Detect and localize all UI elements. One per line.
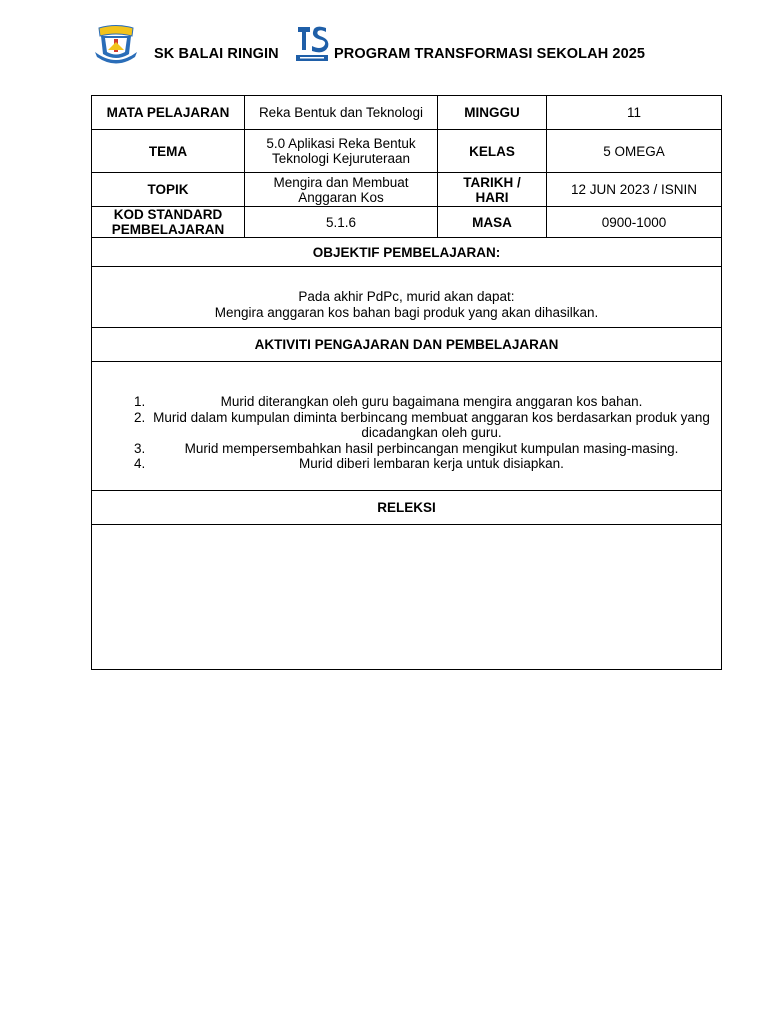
row-tema bbox=[92, 130, 722, 173]
kod-standard-label: KOD STANDARD PEMBELAJARAN bbox=[92, 207, 245, 238]
row-refleksi-body bbox=[92, 525, 722, 670]
mata-pelajaran-label: MATA PELAJARAN bbox=[92, 96, 245, 130]
masa-value: 0900-1000 bbox=[547, 207, 722, 238]
aktiviti-heading: AKTIVITI PENGAJARAN DAN PEMBELAJARAN bbox=[92, 328, 722, 362]
objektif-body bbox=[96, 274, 717, 321]
row-refleksi-heading bbox=[92, 491, 722, 525]
row-kod-standard bbox=[92, 207, 722, 238]
tema-label: TEMA bbox=[92, 130, 245, 173]
topik-label: TOPIK bbox=[92, 173, 245, 207]
objektif-body-cell bbox=[92, 267, 722, 328]
tarikh-label: TARIKH / HARI bbox=[438, 173, 547, 207]
aktiviti-item: 1. Murid diterangkan oleh guru bagaimana mengira anggaran kos bahan. bbox=[149, 394, 710, 410]
tarikh-value: 12 JUN 2023 / ISNIN bbox=[547, 173, 722, 207]
masa-label: MASA bbox=[438, 207, 547, 238]
row-aktiviti-body bbox=[92, 362, 722, 491]
page-header bbox=[0, 24, 768, 68]
topik-value: Mengira dan Membuat Anggaran Kos bbox=[245, 173, 438, 207]
aktiviti-body bbox=[96, 380, 717, 472]
tema-value: 5.0 Aplikasi Reka Bentuk Teknologi Kejuruteraan bbox=[245, 130, 438, 173]
mata-pelajaran-value: Reka Bentuk dan Teknologi bbox=[245, 96, 438, 130]
aktiviti-body-cell bbox=[92, 362, 722, 491]
lesson-plan-table bbox=[91, 95, 722, 670]
objektif-intro: Pada akhir PdPc, murid akan dapat: bbox=[298, 288, 515, 304]
kelas-value: 5 OMEGA bbox=[547, 130, 722, 173]
row-mata-pelajaran bbox=[92, 96, 722, 130]
school-crest-icon bbox=[93, 24, 139, 66]
aktiviti-item: 3. Murid mempersembahkan hasil perbincangan mengikut kumpulan masing-masing. bbox=[149, 441, 710, 457]
refleksi-heading: RELEKSI bbox=[92, 491, 722, 525]
aktiviti-list bbox=[103, 394, 710, 472]
program-name: PROGRAM TRANSFORMASI SEKOLAH 2025 bbox=[334, 46, 646, 62]
kod-standard-value: 5.1.6 bbox=[245, 207, 438, 238]
minggu-value: 11 bbox=[547, 96, 722, 130]
refleksi-body[interactable] bbox=[92, 525, 722, 670]
aktiviti-item: 2. Murid dalam kumpulan diminta berbincang membuat anggaran kos berdasarkan produk yang dicadangkan oleh guru. bbox=[149, 410, 710, 441]
objektif-statement: Mengira anggaran kos bahan bagi produk yang akan dihasilkan. bbox=[214, 304, 599, 320]
school-name: SK BALAI RINGIN bbox=[154, 46, 279, 62]
row-topik bbox=[92, 173, 722, 207]
objektif-heading: OBJEKTIF PEMBELAJARAN: bbox=[92, 238, 722, 267]
row-aktiviti-heading bbox=[92, 328, 722, 362]
minggu-label: MINGGU bbox=[438, 96, 547, 130]
row-objektif-heading bbox=[92, 238, 722, 267]
aktiviti-item: 4. Murid diberi lembaran kerja untuk disiapkan. bbox=[149, 456, 710, 472]
ts25-logo-icon bbox=[294, 24, 330, 64]
kelas-label: KELAS bbox=[438, 130, 547, 173]
row-objektif-body bbox=[92, 267, 722, 328]
